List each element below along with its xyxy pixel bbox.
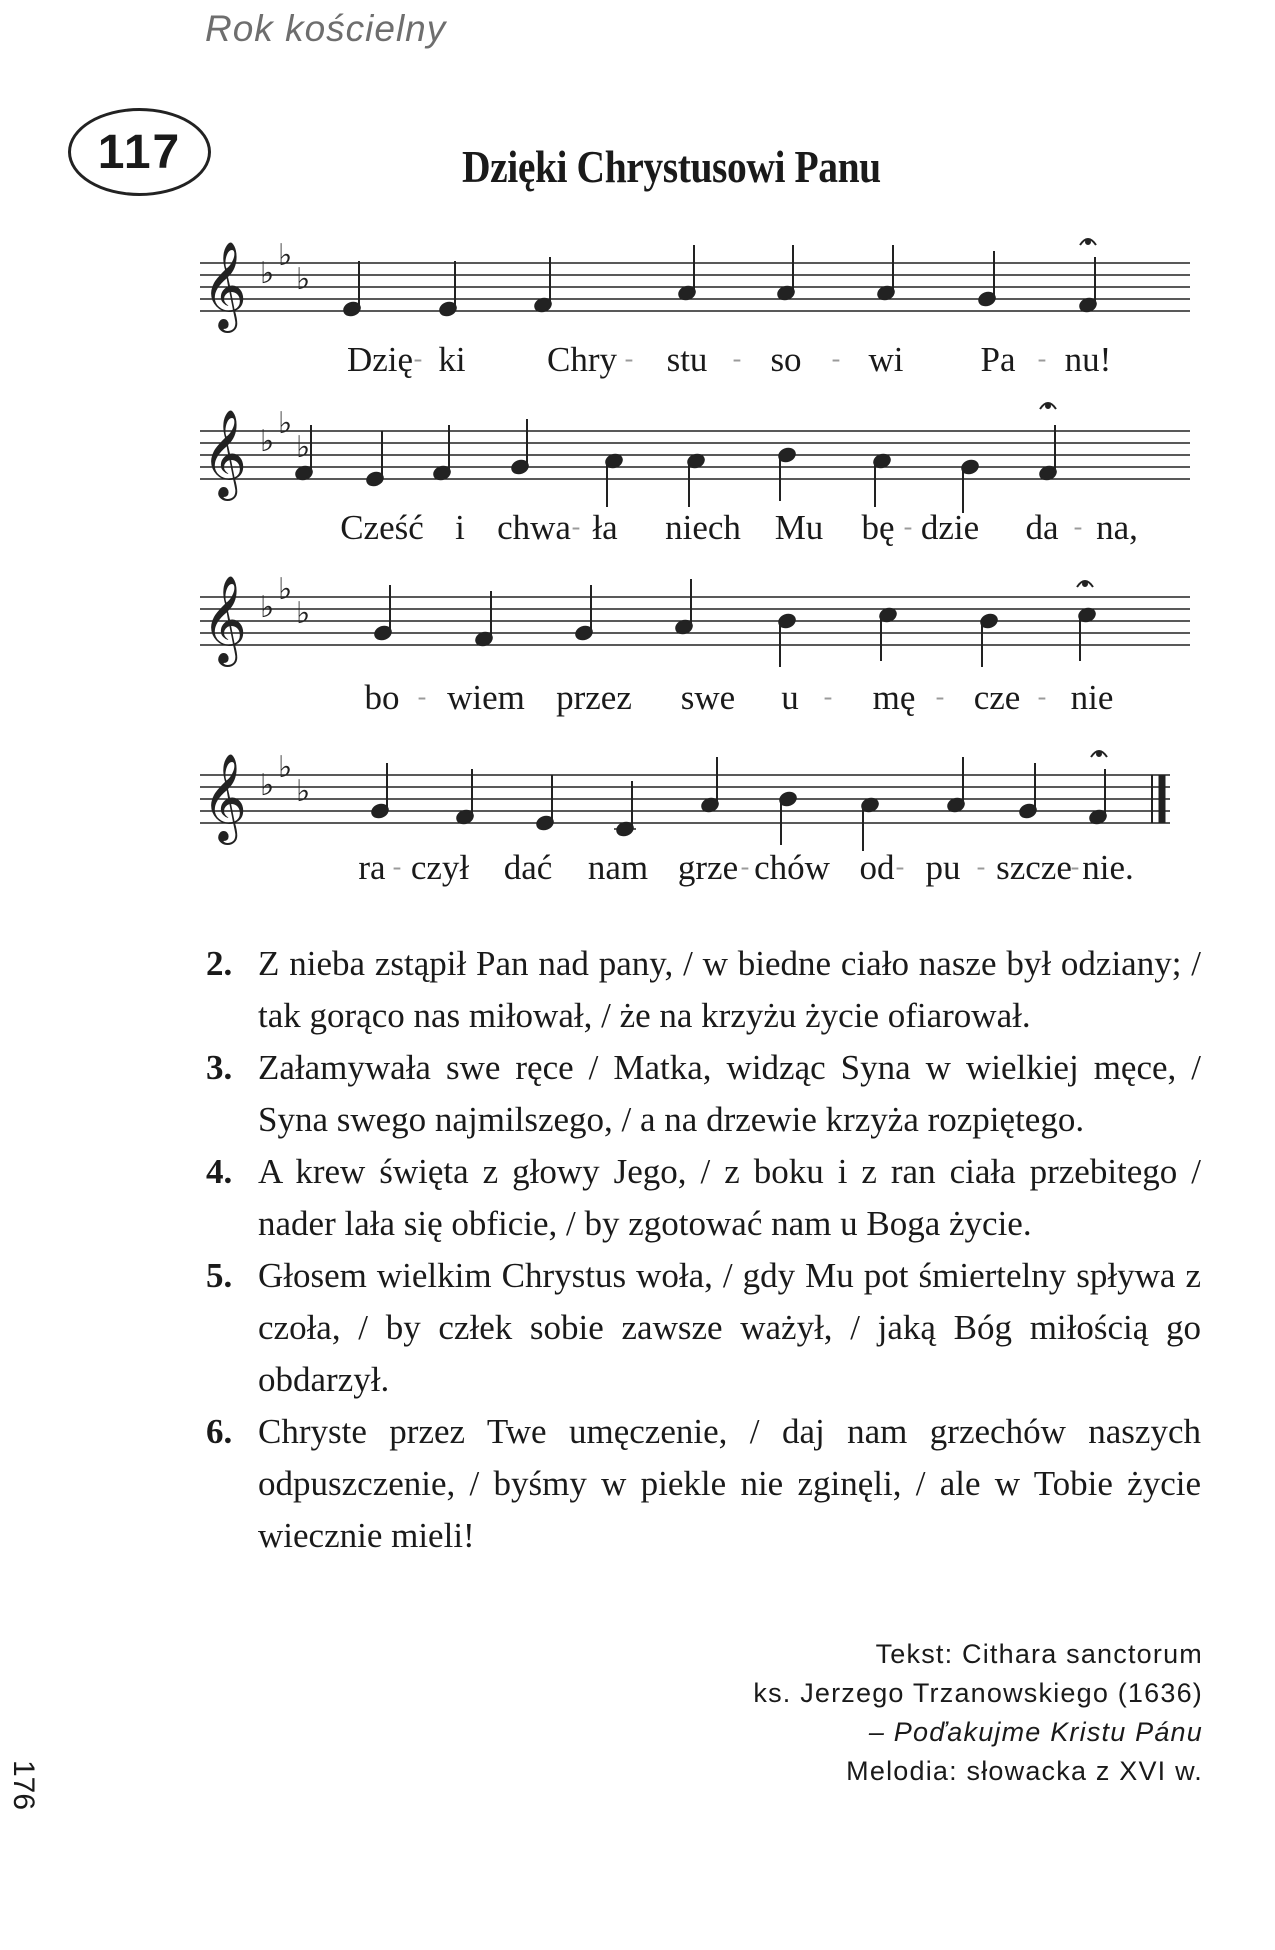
verse-number: 5. bbox=[206, 1256, 233, 1295]
verse-number: 3. bbox=[206, 1048, 233, 1087]
lyric-syllable: pu bbox=[925, 848, 961, 887]
verse-text: Załamywała swe ręce / Matka, widząc Syna w wielkiej męce, / Syna swego najmilszego, / a na drzewie krzyża rozpiętego. bbox=[258, 1048, 1201, 1139]
svg-text:♭: ♭ bbox=[296, 774, 311, 809]
lyric-syllable: ra bbox=[358, 848, 386, 887]
svg-text:♭: ♭ bbox=[260, 424, 275, 459]
lyric-syllable: i bbox=[455, 508, 465, 547]
svg-text:♭: ♭ bbox=[260, 256, 275, 291]
lyric-syllable: ki bbox=[438, 340, 466, 379]
verse-text: A krew święta z głowy Jego, / z boku i z ran ciała przebitego / nader lała się obficie, / by zgotować nam u Boga życie. bbox=[258, 1152, 1201, 1243]
music-staff-3 bbox=[200, 565, 1190, 695]
svg-text:♭: ♭ bbox=[296, 430, 311, 465]
lyric-syllable: wiem bbox=[447, 678, 525, 717]
svg-text:♭: ♭ bbox=[296, 262, 311, 297]
credits-original-title: – Poďakujme Kristu Pánu bbox=[868, 1717, 1203, 1747]
lyric-syllable: Dzię bbox=[346, 340, 414, 379]
svg-text:♭: ♭ bbox=[260, 590, 275, 625]
fermata-icon bbox=[1077, 581, 1093, 587]
lyric-syllable: swe bbox=[680, 678, 736, 717]
lyric-syllable: u bbox=[781, 678, 799, 717]
lyric-syllable: da bbox=[1025, 508, 1059, 547]
verse-number: 6. bbox=[206, 1412, 233, 1451]
lyric-syllable: nie bbox=[1070, 678, 1114, 717]
lyric-syllable: przez bbox=[556, 678, 632, 717]
music-staff-2 bbox=[200, 385, 1190, 515]
lyric-syllable: cze bbox=[973, 678, 1021, 717]
verse-2 bbox=[206, 938, 1201, 1042]
verse-text: Chryste przez Twe umęczenie, / daj nam grzechów naszych odpuszczenie, / byśmy w piekle nie zginęli, / ale w Tobie życie wiecznie mieli! bbox=[258, 1412, 1201, 1555]
lyric-syllable: stu bbox=[666, 340, 708, 379]
lyric-syllable: ła bbox=[592, 508, 618, 547]
lyric-syllable: bę bbox=[861, 508, 895, 547]
credits-block bbox=[753, 1635, 1203, 1791]
key-signature-flats-icon bbox=[260, 238, 310, 297]
credits-text-source: Tekst: Cithara sanctorum bbox=[875, 1639, 1203, 1669]
svg-text:♭: ♭ bbox=[278, 238, 293, 273]
key-signature-flats-icon bbox=[260, 750, 310, 809]
fermata-icon bbox=[1091, 751, 1107, 757]
treble-clef-icon: 𝄞 bbox=[202, 574, 247, 663]
verse-text: Głosem wielkim Chrystus woła, / gdy Mu pot śmiertelny spływa z czoła, / by człek sobie zawsze ważył, / jaką Bóg miłością go obdarzył. bbox=[258, 1256, 1201, 1399]
lyric-syllable: na, bbox=[1096, 508, 1138, 547]
hymn-title: Dzięki Chrystusowi Panu bbox=[462, 141, 881, 192]
lyric-syllable: wi bbox=[868, 340, 904, 379]
svg-text:♭: ♭ bbox=[296, 596, 311, 631]
lyric-syllable: Pa bbox=[980, 340, 1016, 379]
lyric-syllable: mę bbox=[872, 678, 916, 717]
hymn-number-badge: 117 bbox=[68, 108, 211, 196]
verse-number: 2. bbox=[206, 944, 233, 983]
credits-author: ks. Jerzego Trzanowskiego (1636) bbox=[753, 1678, 1203, 1708]
lyrics-line-1: Dzię - ki Chry - stu - so - wi Pa - nu! bbox=[346, 340, 1112, 379]
lyric-syllable: Mu bbox=[774, 508, 824, 547]
lyrics-line-2: Cześć i chwa - ła niech Mu bę - dzie da - na, bbox=[340, 508, 1138, 547]
treble-clef-icon: 𝄞 bbox=[202, 240, 247, 329]
verse-4 bbox=[206, 1146, 1201, 1250]
lyric-syllable: grze bbox=[677, 848, 739, 887]
lyric-syllable: dzie bbox=[920, 508, 980, 547]
lyric-syllable: chów bbox=[754, 848, 830, 887]
svg-text:♭: ♭ bbox=[278, 750, 293, 785]
treble-clef-icon: 𝄞 bbox=[202, 752, 247, 841]
verse-list bbox=[206, 938, 1201, 1562]
verse-text: Z nieba zstąpił Pan nad pany, / w biedne ciało nasze był odziany; / tak gorąco nas miłował, / że na krzyżu życie ofiarował. bbox=[258, 944, 1201, 1035]
lyric-syllable: od bbox=[859, 848, 895, 887]
treble-clef-icon: 𝄞 bbox=[202, 408, 247, 497]
page-number: 176 bbox=[7, 1760, 40, 1811]
lyric-syllable: nam bbox=[587, 848, 649, 887]
lyric-syllable: czył bbox=[410, 848, 470, 887]
lyrics-line-3: bo - wiem przez swe u - mę - cze - nie bbox=[364, 678, 1114, 717]
lyric-syllable: Cześć bbox=[340, 508, 424, 547]
verse-3 bbox=[206, 1042, 1201, 1146]
lyric-syllable: bo bbox=[364, 678, 400, 717]
verse-number: 4. bbox=[206, 1152, 233, 1191]
lyric-syllable: chwa bbox=[497, 508, 571, 547]
lyric-syllable: dać bbox=[503, 848, 553, 887]
credits-melody: Melodia: słowacka z XVI w. bbox=[846, 1756, 1203, 1786]
svg-text:♭: ♭ bbox=[278, 572, 293, 607]
fermata-icon bbox=[1080, 239, 1096, 245]
lyric-syllable: nie. bbox=[1082, 848, 1134, 887]
svg-text:♭: ♭ bbox=[278, 406, 293, 441]
key-signature-flats-icon bbox=[260, 406, 310, 465]
svg-text:♭: ♭ bbox=[260, 768, 275, 803]
key-signature-flats-icon bbox=[260, 572, 310, 631]
lyric-syllable: Chry bbox=[547, 340, 617, 379]
lyrics-line-4: ra - czył dać nam grze - chów od - pu - szcze - nie. bbox=[358, 848, 1134, 887]
lyric-syllable: szcze bbox=[996, 848, 1072, 887]
lyric-syllable: so bbox=[770, 340, 802, 379]
verse-5 bbox=[206, 1250, 1201, 1406]
lyric-syllable: nu! bbox=[1064, 340, 1112, 379]
music-staff-1 bbox=[200, 205, 1190, 335]
lyric-syllable: niech bbox=[665, 508, 741, 547]
verse-6 bbox=[206, 1406, 1201, 1562]
section-title: Rok kościelny bbox=[205, 8, 447, 49]
fermata-icon bbox=[1040, 403, 1056, 409]
